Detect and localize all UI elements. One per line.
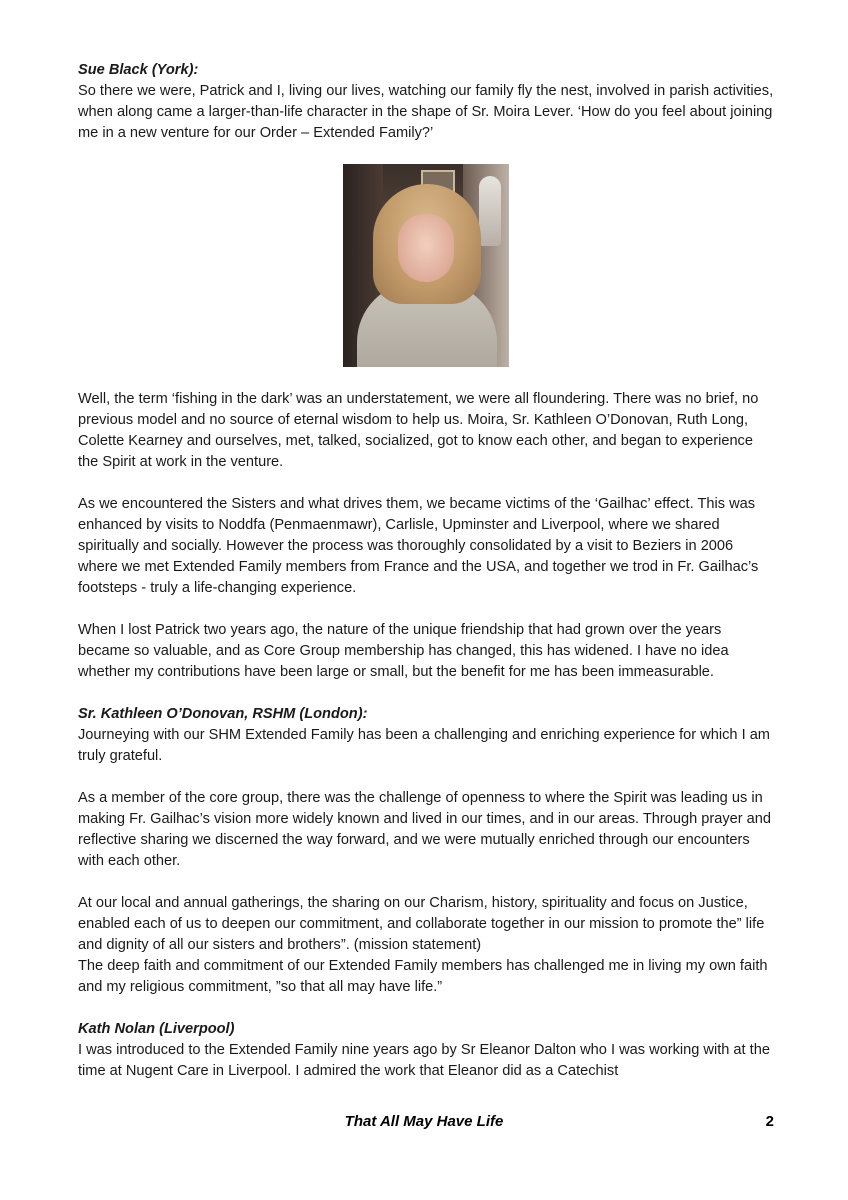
- page-number: 2: [765, 1113, 774, 1130]
- paragraph: The deep faith and commitment of our Extended Family members has challenged me in living my own faith and my religious commitment, ”so that all may have life.”: [78, 958, 768, 995]
- paragraph: As we encountered the Sisters and what drives them, we became victims of the ‘Gailhac’ effect. This was enhanced by visits to Noddfa (Penmaenmawr), Carlisle, Upminster and Liverpool, where we shared spiritually and socially. However the process was thoroughly consolidated by a visit to Beziers in 2006 where we met Extended Family members from France and the USA, and together we trod in Fr. Gailhac’s footsteps - truly a life-changing experience.: [78, 496, 759, 596]
- section-heading-kath-nolan: Kath Nolan (Liverpool): [78, 1021, 235, 1037]
- paragraph: As a member of the core group, there was the challenge of openness to where the Spirit was leading us in making Fr. Gailhac’s vision more widely known and lived in our times, and in our areas. Through prayer and reflective sharing we discerned the way forward, and we were mutually enriched through our encounters with each other.: [78, 790, 772, 869]
- photo-face: [398, 214, 454, 282]
- section-heading-sue-black: Sue Black (York):: [78, 62, 199, 78]
- paragraph: Journeying with our SHM Extended Family has been a challenging and enriching experience for which I am truly grateful.: [78, 727, 770, 764]
- portrait-photo: [343, 164, 509, 367]
- paragraph: When I lost Patrick two years ago, the nature of the unique friendship that had grown over the years became so valuable, and as Core Group membership has changed, this has widened. I have no idea whether my contributions have been large or small, but the benefit for me has been immeasurable.: [78, 622, 729, 680]
- section-heading-kathleen-odonovan: Sr. Kathleen O’Donovan, RSHM (London):: [78, 706, 368, 722]
- photo-container: [78, 164, 774, 367]
- footer-title: That All May Have Life: [344, 1113, 504, 1130]
- paragraph: So there we were, Patrick and I, living our lives, watching our family fly the nest, involved in parish activities, when along came a larger-than-life character in the shape of Sr. Moira Lever. ‘How do you feel about joining me in a new venture for our Order – Extended Family?’: [78, 83, 774, 141]
- photo-statue: [479, 176, 501, 246]
- paragraph: At our local and annual gatherings, the sharing on our Charism, history, spirituality and focus on Justice, enabled each of us to deepen our commitment, and collaborate together in our mission to promote the” life and dignity of all our sisters and brothers”. (mission statement): [78, 895, 765, 953]
- paragraph: I was introduced to the Extended Family nine years ago by Sr Eleanor Dalton who I was working with at the time at Nugent Care in Liverpool. I admired the work that Eleanor did as a Catechist: [78, 1042, 770, 1079]
- paragraph: Well, the term ‘fishing in the dark’ was an understatement, we were all floundering. There was no brief, no previous model and no source of eternal wisdom to help us. Moira, Sr. Kathleen O’Donovan, Ruth Long, Colette Kearney and ourselves, met, talked, socialized, got to know each other, and began to experience the Spirit at work in the venture.: [78, 391, 759, 470]
- document-body: [78, 60, 774, 1082]
- page-footer: [0, 1113, 848, 1133]
